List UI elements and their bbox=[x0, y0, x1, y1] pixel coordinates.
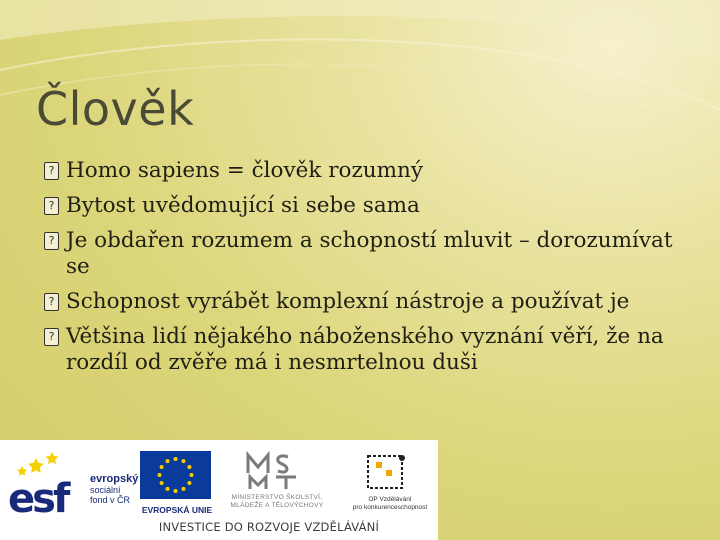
msmt-caption-line: MLÁDEŽE A TĚLOVÝCHOVY bbox=[230, 502, 324, 509]
msmt-caption-line: MINISTERSTVO ŠKOLSTVÍ, bbox=[231, 494, 323, 501]
op-caption-line: pro konkurenceschopnost bbox=[352, 504, 428, 511]
bullet-text: Bytost uvědomující si sebe sama bbox=[66, 193, 420, 218]
svg-text:esf: esf bbox=[8, 476, 68, 514]
op-vzdelavani-logo-icon bbox=[362, 452, 410, 492]
bullet-item bbox=[44, 324, 684, 376]
op-caption-line: OP Vzdělávání bbox=[368, 496, 412, 503]
slide-title: Člověk bbox=[36, 82, 195, 136]
bullet-item bbox=[44, 158, 684, 184]
bullet-text: Je obdařen rozumem a schopností mluvit – dorozumívat se bbox=[66, 228, 673, 279]
bullet-item bbox=[44, 228, 684, 280]
missing-glyph-bullet-icon bbox=[44, 197, 59, 215]
msmt-caption bbox=[212, 494, 342, 510]
eu-caption: EVROPSKÁ UNIE bbox=[141, 505, 213, 515]
bullet-text: Schopnost vyrábět komplexní nástroje a používat je bbox=[66, 289, 630, 314]
esf-caption-line: evropský bbox=[90, 473, 139, 485]
missing-glyph-bullet-icon bbox=[44, 328, 59, 346]
eu-flag-icon bbox=[140, 451, 211, 499]
missing-glyph-bullet-icon bbox=[44, 232, 59, 250]
esf-caption-line: fond v ČR bbox=[90, 495, 131, 505]
esf-logo-icon bbox=[8, 450, 86, 514]
investment-banner bbox=[100, 516, 438, 540]
bullet-item bbox=[44, 193, 684, 219]
esf-caption-line: sociální bbox=[90, 484, 121, 495]
op-caption bbox=[345, 496, 435, 512]
missing-glyph-bullet-icon bbox=[44, 293, 59, 311]
msmt-logo-icon bbox=[244, 451, 308, 491]
bullet-item bbox=[44, 289, 684, 315]
bullet-list bbox=[44, 158, 684, 385]
banner-text: INVESTICE DO ROZVOJE VZDĚLÁVÁNÍ bbox=[158, 520, 380, 534]
bullet-text: Většina lidí nějakého náboženského vyznání věří, že na rozdíl od zvěře má i nesmrtelnou duši bbox=[66, 324, 664, 375]
missing-glyph-bullet-icon bbox=[44, 162, 59, 180]
bullet-text: Homo sapiens = člověk rozumný bbox=[66, 158, 424, 183]
